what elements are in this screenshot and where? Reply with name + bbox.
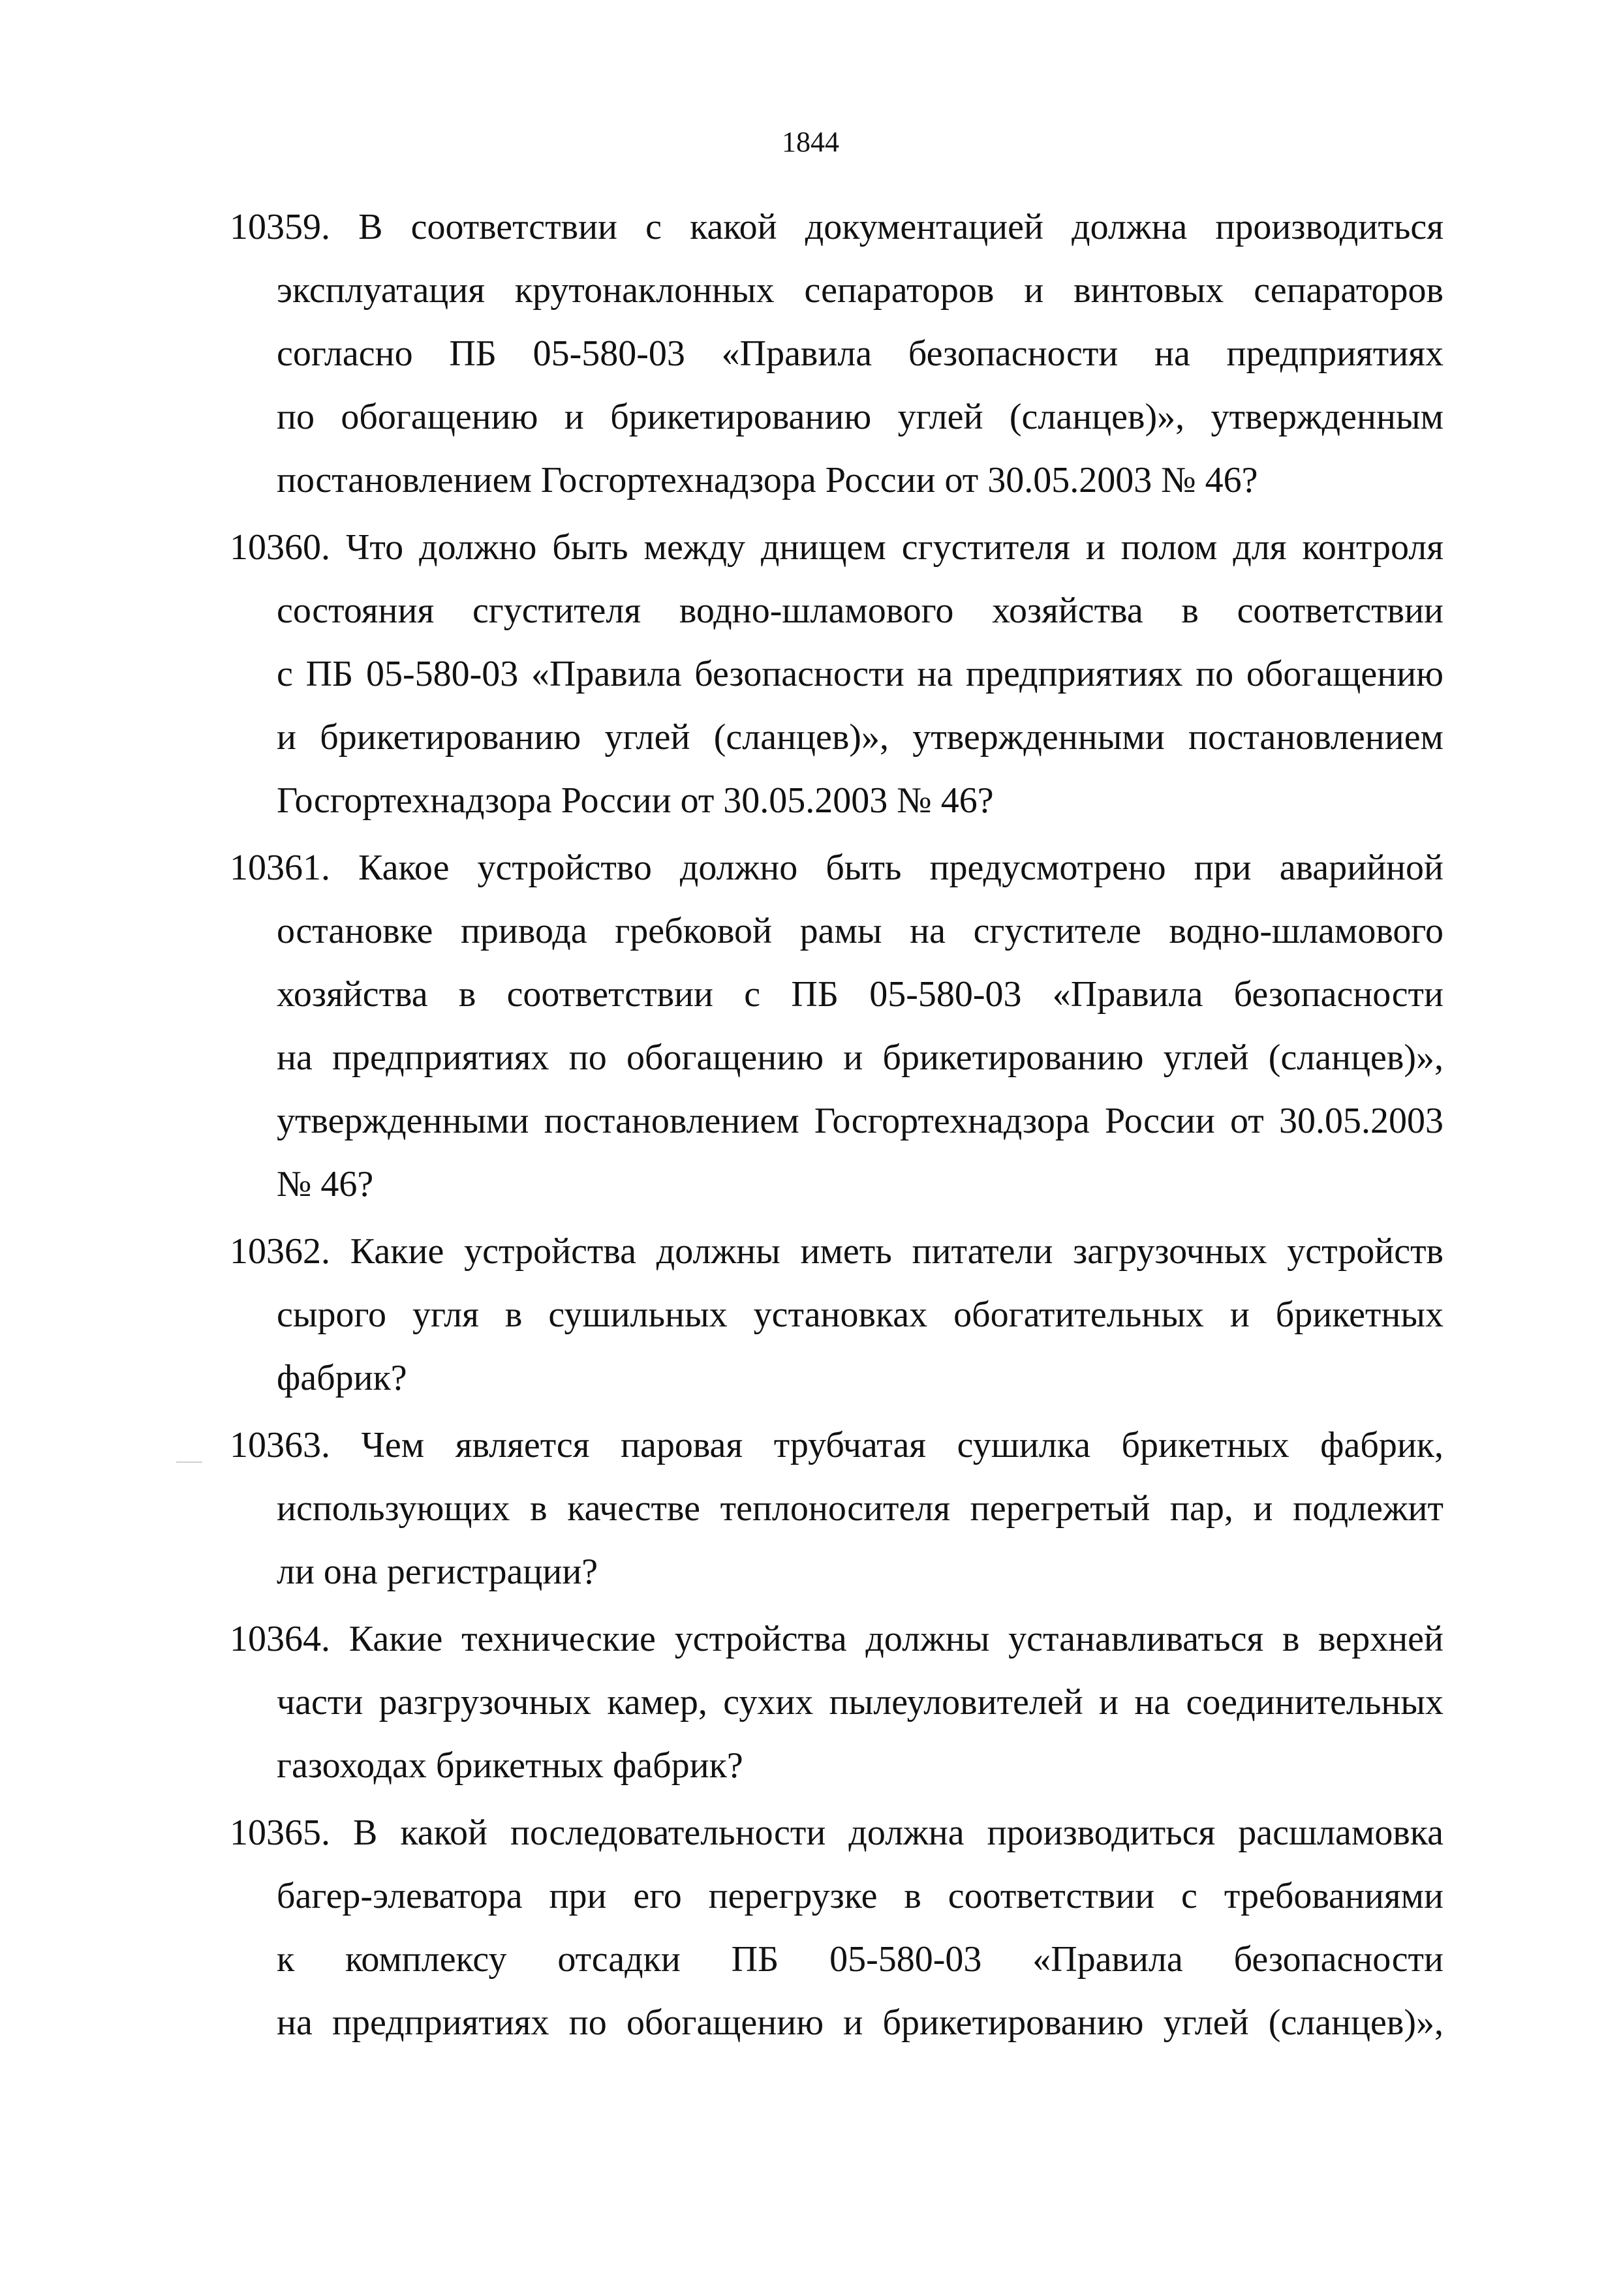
question-line: хозяйства в соответствии с ПБ 05-580-03 «Правила безопасности: [277, 974, 1443, 1015]
question-line: остановке привода гребковой рамы на сгустителе водно-шламового: [277, 911, 1443, 951]
question-first-line: 10364. Какие технические устройства должны устанавливаться в верхней: [230, 1619, 1443, 1659]
question-line: к комплексу отсадки ПБ 05-580-03 «Правила безопасности: [277, 1939, 1443, 1980]
question-line: на предприятиях по обогащению и брикетированию углей (сланцев)»,: [277, 2002, 1443, 2043]
question-entry: [230, 1220, 1443, 1410]
question-line: ли она регистрации?: [277, 1552, 598, 1592]
scan-margin-mark: [176, 1462, 202, 1463]
question-line: по обогащению и брикетированию углей (сланцев)», утвержденным: [277, 397, 1443, 437]
question-first-line: 10363. Чем является паровая трубчатая сушилка брикетных фабрик,: [230, 1425, 1443, 1465]
question-line: с ПБ 05-580-03 «Правила безопасности на предприятиях по обогащению: [277, 654, 1443, 694]
question-first-line: 10362. Какие устройства должны иметь питатели загрузочных устройств: [230, 1231, 1443, 1272]
question-entry: [230, 1414, 1443, 1604]
question-first-line: 10365. В какой последовательности должна производиться расшламовка: [230, 1813, 1443, 1853]
question-entry: [230, 1608, 1443, 1798]
question-line: утвержденными постановлением Госгортехнадзора России от 30.05.2003: [277, 1101, 1443, 1141]
question-line: сырого угля в сушильных установках обогатительных и брикетных: [277, 1294, 1443, 1335]
question-line: эксплуатация крутонаклонных сепараторов и винтовых сепараторов: [277, 270, 1443, 311]
question-line: использующих в качестве теплоносителя перегретый пар, и подлежит: [277, 1488, 1443, 1529]
question-line: и брикетированию углей (сланцев)», утвержденными постановлением: [277, 717, 1443, 758]
question-line: Госгортехнадзора России от 30.05.2003 № 46?: [277, 780, 994, 821]
question-entry: [230, 196, 1443, 512]
page-number: 1844: [782, 126, 839, 158]
question-first-line: 10360. Что должно быть между днищем сгустителя и полом для контроля: [230, 527, 1443, 568]
question-line: № 46?: [277, 1164, 374, 1204]
question-first-line: 10359. В соответствии с какой документацией должна производиться: [230, 207, 1443, 247]
question-first-line: 10361. Какое устройство должно быть предусмотрено при аварийной: [230, 848, 1443, 888]
question-entry: [230, 1801, 1443, 2055]
question-line: на предприятиях по обогащению и брикетированию углей (сланцев)»,: [277, 1037, 1443, 1078]
question-line: состояния сгустителя водно-шламового хозяйства в соответствии: [277, 590, 1443, 631]
question-line: постановлением Госгортехнадзора России от 30.05.2003 № 46?: [277, 460, 1258, 500]
question-entry: [230, 836, 1443, 1216]
question-list: [230, 196, 1443, 2059]
question-entry: [230, 516, 1443, 833]
question-line: газоходах брикетных фабрик?: [277, 1745, 743, 1786]
question-line: части разгрузочных камер, сухих пылеуловителей и на соединительных: [277, 1682, 1443, 1722]
question-line: багер-элеватора при его перегрузке в соответствии с требованиями: [277, 1876, 1443, 1916]
question-line: согласно ПБ 05-580-03 «Правила безопасности на предприятиях: [277, 333, 1443, 374]
question-line: фабрик?: [277, 1358, 407, 1398]
